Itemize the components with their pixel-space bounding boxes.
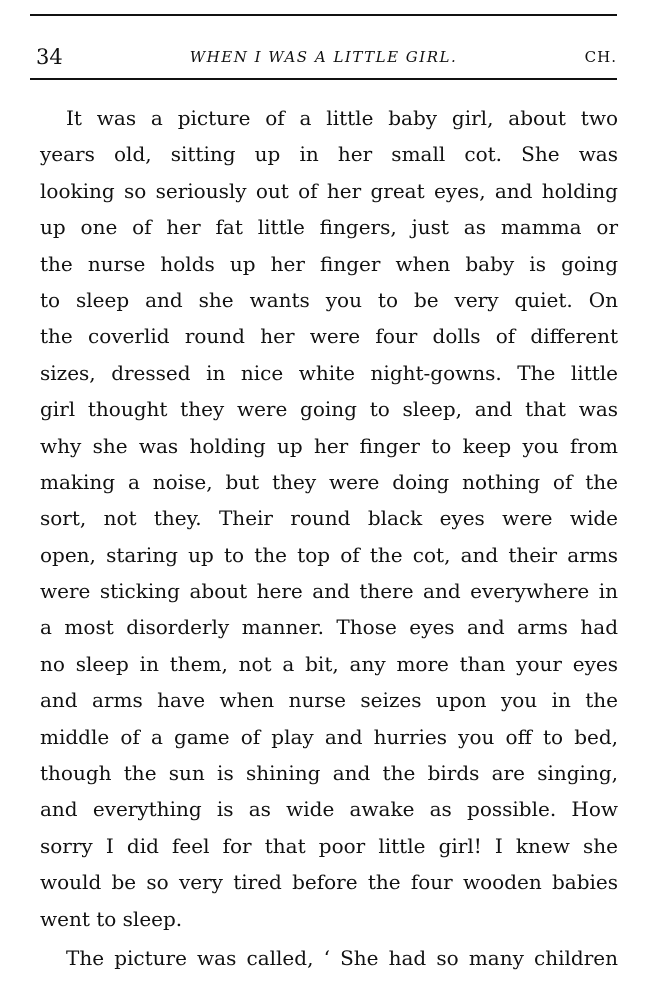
text-line: would be so very tired before the four wooden babies [40, 870, 618, 895]
running-header [30, 44, 617, 70]
text-line: and arms have when nurse seizes upon you in the [40, 688, 618, 713]
text-line: girl thought they were going to sleep, and that was [40, 397, 618, 422]
text-line: The picture was called, ‘ She had so many children [66, 945, 618, 970]
text-line: why she was holding up her finger to keep you from [40, 433, 618, 458]
body-text [40, 100, 618, 976]
text-line: went to sleep. [40, 906, 183, 931]
text-line: a most disorderly manner. Those eyes and arms had [40, 615, 618, 640]
text-line: the nurse holds up her finger when baby is going [40, 251, 618, 276]
header-top-rule [30, 14, 617, 16]
text-line: looking so seriously out of her great eyes, and holding [40, 178, 618, 203]
text-line: though the sun is shining and the birds are singing, [40, 761, 618, 786]
text-line: to sleep and she wants you to be very quiet. On [40, 287, 618, 312]
paragraph [40, 940, 618, 976]
paragraph [40, 100, 618, 937]
header-bottom-rule [30, 78, 617, 80]
text-line: sort, not they. Their round black eyes were wide [40, 506, 618, 531]
text-line: sizes, dressed in nice white night-gowns. The little [40, 360, 618, 385]
text-line: years old, sitting up in her small cot. She was [40, 142, 618, 167]
text-line: no sleep in them, not a bit, any more than your eyes [40, 651, 618, 676]
text-line: sorry I did feel for that poor little girl! I knew she [40, 833, 618, 858]
text-line: and everything is as wide awake as possible. How [40, 797, 618, 822]
text-line: open, staring up to the top of the cot, and their arms [40, 542, 618, 567]
text-line: were sticking about here and there and everywhere in [40, 579, 618, 604]
text-line: It was a picture of a little baby girl, about two [66, 106, 618, 130]
text-line: middle of a game of play and hurries you off to bed, [40, 724, 618, 749]
text-line: making a noise, but they were doing nothing of the [40, 469, 618, 494]
running-title: WHEN I WAS A LITTLE GIRL. [189, 48, 458, 66]
text-line: the coverlid round her were four dolls of different [40, 324, 618, 349]
page-number: 34 [36, 45, 63, 69]
chapter-mark: CH. [584, 48, 617, 66]
text-line: up one of her fat little fingers, just as mamma or [40, 215, 618, 240]
